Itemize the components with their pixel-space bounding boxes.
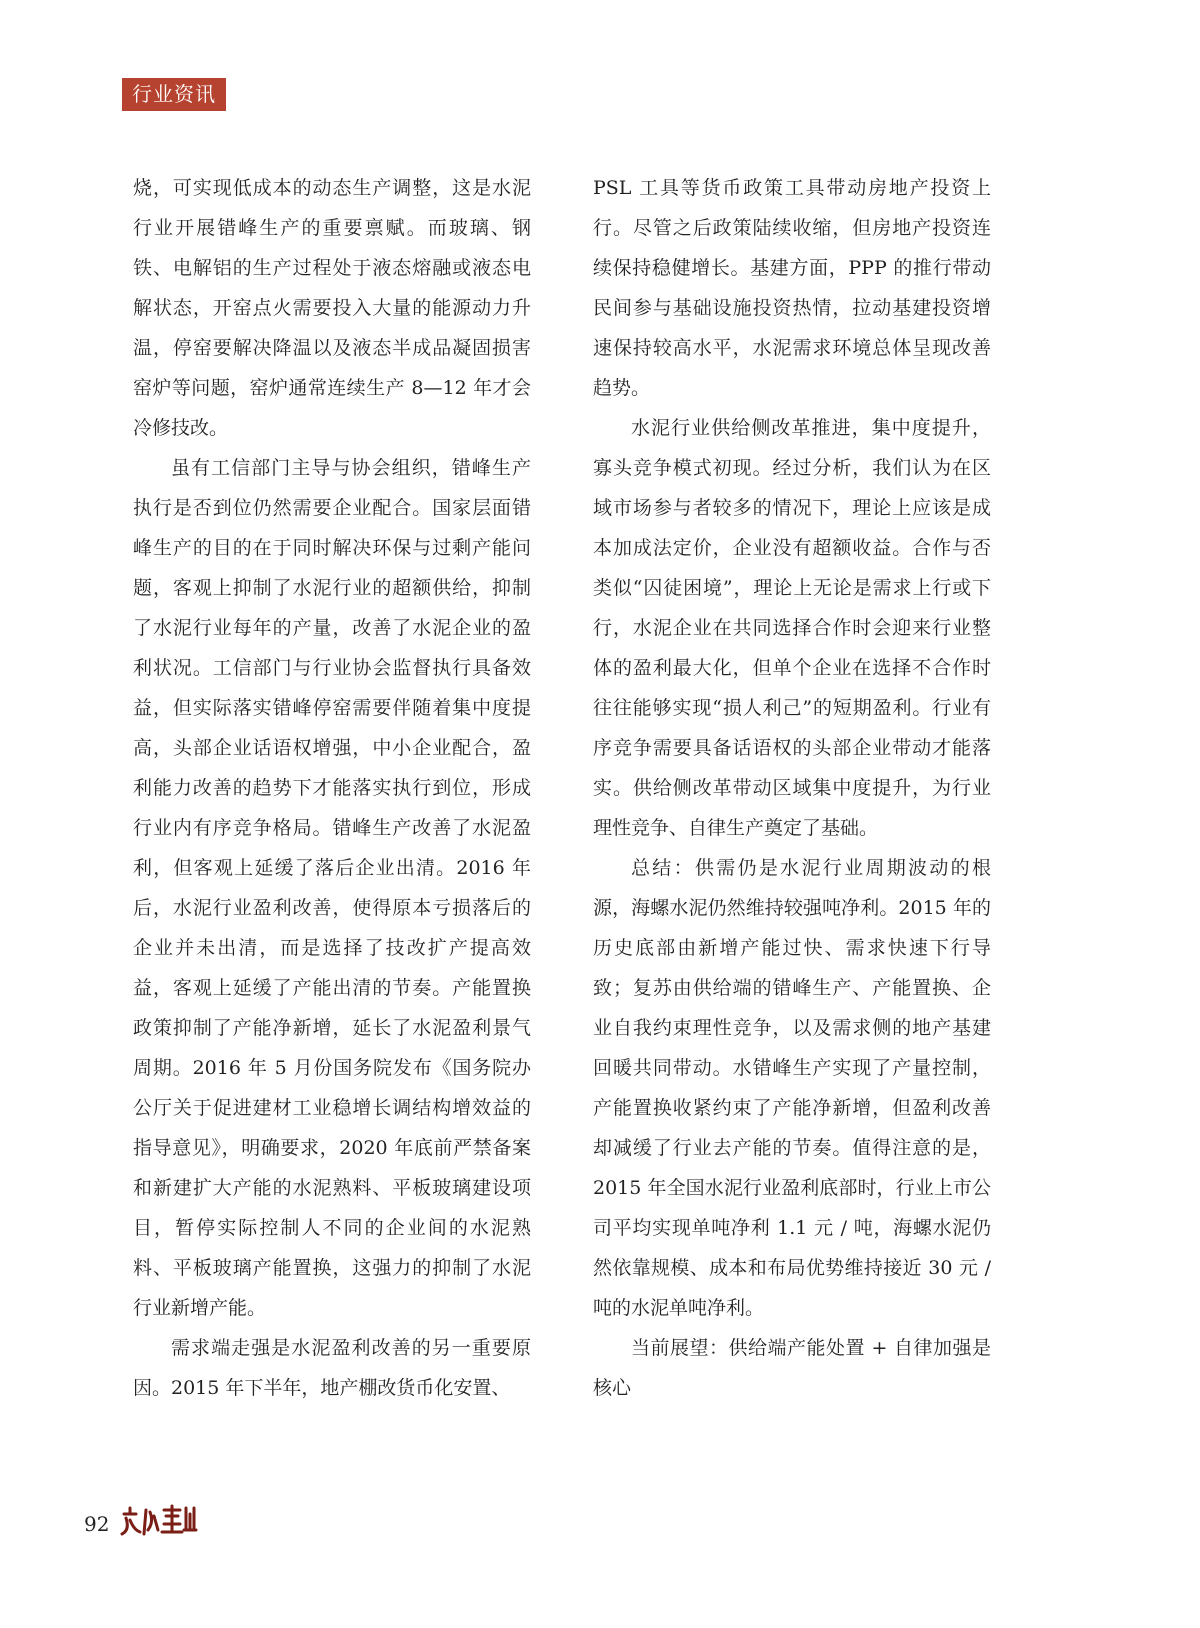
paragraph: 总结：供需仍是水泥行业周期波动的根源，海螺水泥仍然维持较强吨净利。2015 年的历史底部由新增产能过快、需求快速下行导致；复苏由供给端的错峰生产、产能置换、企业自我约束理性竞争，以及需求侧的地产基建回暖共同带动。水错峰生产实现了产量控制，产能置换收紧约束了产能净新增，但盈利改善却减缓了行业去产能的节奏。值得注意的是，2015 年全国水泥行业盈利底部时，行业上市公司平均实现单吨净利 1.1 元 / 吨，海螺水泥仍然依靠规模、成本和布局优势维持接近 30 元 / 吨的水泥单吨净利。 <box>593 857 991 1319</box>
paragraph: 需求端走强是水泥盈利改善的另一重要原因。2015 年下半年，地产棚改货币化安置、 <box>133 1337 531 1399</box>
article-column-left <box>133 168 531 1408</box>
paragraph: 当前展望：供给端产能处置 + 自律加强是核心 <box>593 1337 991 1399</box>
article-column-right <box>593 168 991 1408</box>
page-number: 92 <box>84 1512 110 1536</box>
paragraph: 烧，可实现低成本的动态生产调整，这是水泥行业开展错峰生产的重要禀赋。而玻璃、钢铁、电解铝的生产过程处于液态熔融或液态电解状态，开窑点火需要投入大量的能源动力升温，停窑要解决降温以及液态半成品凝固损害窑炉等问题，窑炉通常连续生产 8—12 年才会冷修技改。 <box>133 177 531 439</box>
section-tag: 行业资讯 <box>122 78 226 111</box>
magazine-logo <box>118 1500 198 1540</box>
paragraph: PSL 工具等货币政策工具带动房地产投资上行。尽管之后政策陆续收缩，但房地产投资连续保持稳健增长。基建方面，PPP 的推行带动民间参与基础设施投资热情，拉动基建投资增速保持较高水平，水泥需求环境总体呈现改善趋势。 <box>593 177 991 399</box>
paragraph: 水泥行业供给侧改革推进，集中度提升，寡头竞争模式初现。经过分析，我们认为在区域市场参与者较多的情况下，理论上应该是成本加成法定价，企业没有超额收益。合作与否类似“囚徒困境”，理论上无论是需求上行或下行，水泥企业在共同选择合作时会迎来行业整体的盈利最大化，但单个企业在选择不合作时往往能够实现“损人利己”的短期盈利。行业有序竞争需要具备话语权的头部企业带动才能落实。供给侧改革带动区域集中度提升，为行业理性竞争、自律生产奠定了基础。 <box>593 417 991 839</box>
paragraph: 虽有工信部门主导与协会组织，错峰生产执行是否到位仍然需要企业配合。国家层面错峰生产的目的在于同时解决环保与过剩产能问题，客观上抑制了水泥行业的超额供给，抑制了水泥行业每年的产量，改善了水泥企业的盈利状况。工信部门与行业协会监督执行具备效益，但实际落实错峰停窑需要伴随着集中度提高，头部企业话语权增强，中小企业配合，盈利能力改善的趋势下才能落实执行到位，形成行业内有序竞争格局。错峰生产改善了水泥盈利，但客观上延缓了落后企业出清。2016 年后，水泥行业盈利改善，使得原本亏损落后的企业并未出清，而是选择了技改扩产提高效益，客观上延缓了产能出清的节奏。产能置换政策抑制了产能净新增，延长了水泥盈利景气周期。2016 年 5 月份国务院发布《国务院办公厅关于促进建材工业稳增长调结构增效益的指导意见》，明确要求，2020 年底前严禁备案和新建扩大产能的水泥熟料、平板玻璃建设项目，暂停实际控制人不同的企业间的水泥熟料、平板玻璃产能置换，这强力的抑制了水泥行业新增产能。 <box>133 457 531 1319</box>
